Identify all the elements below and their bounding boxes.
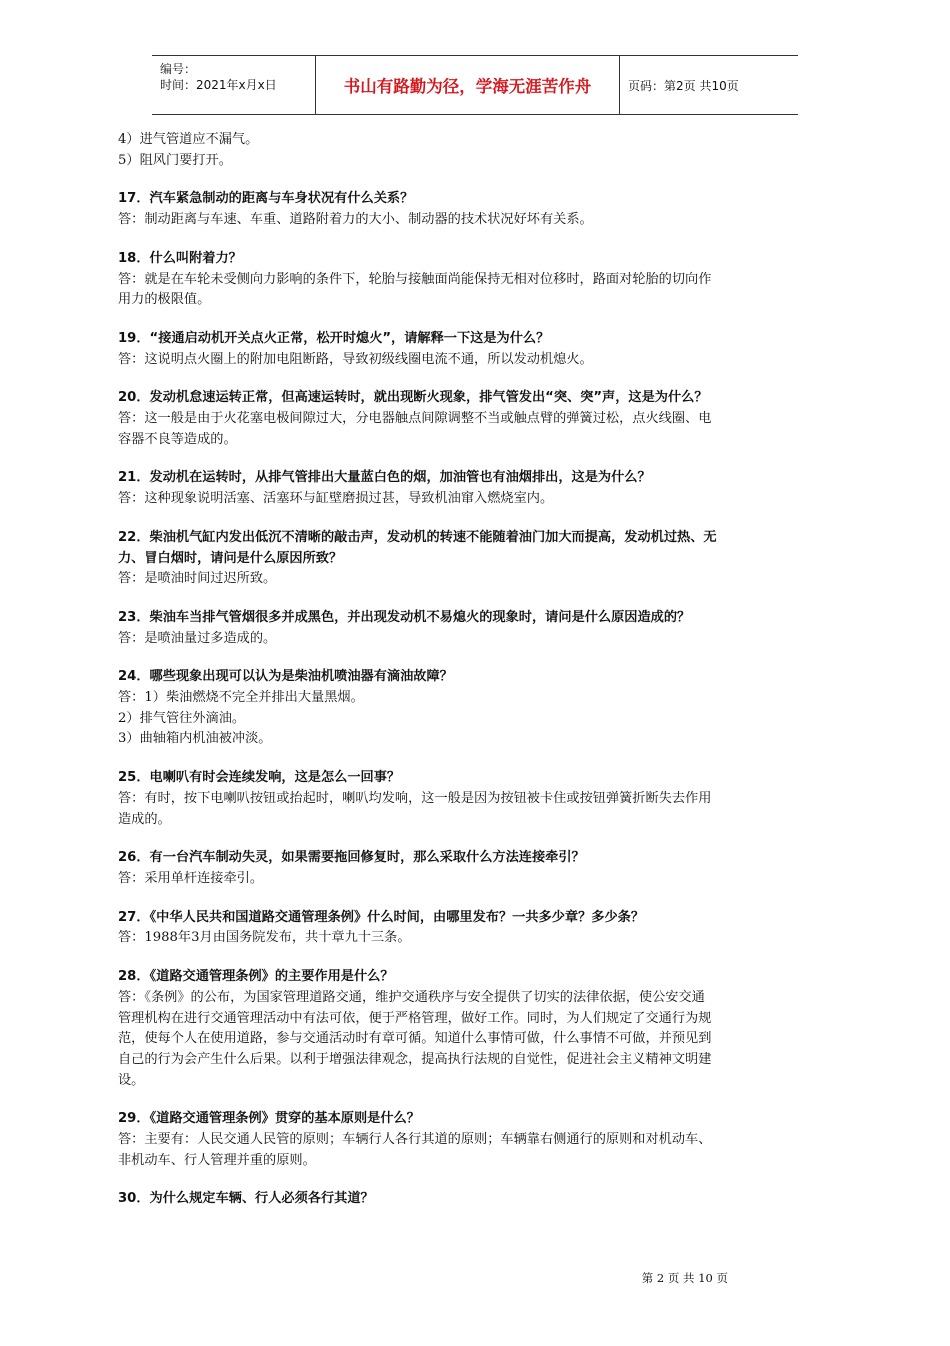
question-heading: 22．柴油机气缸内发出低沉不清晰的敲击声，发动机的转速不能随着油门加大而提高，发动机过热、无 — [118, 529, 717, 545]
question-heading: 24．哪些现象出现可以认为是柴油机喷油器有滴油故障？ — [118, 669, 453, 685]
question-heading: 20．发动机怠速运转正常，但高速运转时，就出现断火现象，排气管发出“突、突”声，这是为什么？ — [118, 390, 708, 406]
intro-line: 4）进气管道应不漏气。 — [118, 132, 259, 147]
intro-line: 5）阻风门要打开。 — [118, 152, 232, 168]
question-heading: 25．电喇叭有时会连续发响，这是怎么一回事？ — [118, 770, 401, 786]
page-info: 页码：第2页 共10页 — [628, 78, 739, 93]
question-heading: 29．《道路交通管理条例》贯穿的基本原则是什么？ — [118, 1111, 420, 1127]
time-label: 时间：2021年x月x日 — [160, 78, 277, 92]
answer-line: 答：这种现象说明活塞、活塞环与缸壁磨损过甚，导致机油窜入燃烧室内。 — [118, 491, 554, 507]
answer-line: 答：1）柴油燃烧不完全并排出大量黑烟。 — [118, 690, 364, 706]
motto: 书山有路勤为径，学海无涯苦作舟 — [343, 77, 592, 96]
question-heading: 23．柴油车当排气管烟很多并成黑色，并出现发动机不易熄火的现象时，请问是什么原因造成的？ — [118, 609, 691, 625]
header-page-cell — [620, 56, 798, 114]
answer-line: 设。 — [118, 1072, 145, 1088]
answer-line: 答：1988年3月由国务院发布，共十章九十三条。 — [118, 930, 411, 946]
document-body — [118, 130, 828, 1210]
question-heading: 28．《道路交通管理条例》的主要作用是什么？ — [118, 969, 394, 985]
answer-line: 答：就是在车轮未受侧向力影响的条件下，轮胎与接触面尚能保持无相对位移时，路面对轮胎的切向作 — [118, 271, 712, 287]
answer-line: 3）曲轴箱内机油被冲淡。 — [118, 731, 272, 747]
answer-line: 答：是喷油量过多造成的。 — [118, 630, 277, 646]
question-heading-continued: 力、冒白烟时，请问是什么原因所致？ — [118, 550, 343, 566]
answer-line: 2）排气管往外滴油。 — [118, 710, 246, 726]
answer-line: 用力的极限值。 — [118, 292, 211, 308]
answer-line: 答：主要有：人民交通人民管的原则；车辆行人各行其道的原则；车辆靠右侧通行的原则和对机动车、 — [118, 1132, 712, 1148]
answer-line: 造成的。 — [118, 811, 171, 827]
answer-line: 管理机构在进行交通管理活动中有法可依，便于严格管理，做好工作。同时，为人们规定了交通行为规 — [118, 1010, 712, 1026]
answer-line: 答：这一般是由于火花塞电极间隙过大，分电器触点间隙调整不当或触点臂的弹簧过松，点火线圈、电 — [118, 411, 712, 427]
answer-line: 答：《条例》的公布，为国家管理道路交通，维护交通秩序与安全提供了切实的法律依据，使公安交通 — [118, 989, 705, 1005]
page-header — [152, 55, 798, 115]
answer-line: 答：制动距离与车速、车重、道路附着力的大小、制动器的技术状况好坏有关系。 — [118, 212, 593, 228]
question-heading: 19．“接通启动机开关点火正常，松开时熄火”，请解释一下这是为什么？ — [118, 330, 550, 346]
header-motto-cell — [315, 56, 620, 114]
question-heading: 21．发动机在运转时，从排气管排出大量蓝白色的烟，加油管也有油烟排出，这是为什么？ — [118, 470, 651, 486]
page-footer — [0, 1267, 950, 1286]
footer-page-number: 第 2 页 共 10 页 — [641, 1271, 728, 1285]
answer-line: 范，使每个人在使用道路，参与交通活动时有章可循。知道什么事情可做，什么事情不可做，并预见到 — [118, 1031, 712, 1047]
question-heading: 27．《中华人民共和国道路交通管理条例》什么时间，由哪里发布？一共多少章？多少条？ — [118, 909, 645, 925]
answer-line: 非机动车、行人管理并重的原则。 — [118, 1152, 316, 1168]
header-meta-cell — [152, 56, 314, 114]
answer-line: 容器不良等造成的。 — [118, 431, 237, 447]
answer-line: 答：采用单杆连接牵引。 — [118, 870, 264, 886]
answer-line: 自己的行为会产生什么后果。以利于增强法律观念，提高执行法规的自觉性，促进社会主义精神文明建 — [118, 1051, 712, 1067]
question-heading: 18．什么叫附着力？ — [118, 250, 242, 266]
code-label: 编号： — [160, 62, 197, 76]
answer-line: 答：有时，按下电喇叭按钮或抬起时，喇叭均发响，这一般是因为按钮被卡住或按钮弹簧折断失去作用 — [118, 790, 712, 806]
answer-line: 答：是喷油时间过迟所致。 — [118, 571, 277, 587]
answer-line: 答：这说明点火圈上的附加电阻断路，导致初级线圈电流不通，所以发动机熄火。 — [118, 351, 593, 367]
question-heading: 30．为什么规定车辆、行人必须各行其道？ — [118, 1191, 374, 1207]
question-heading: 26．有一台汽车制动失灵，如果需要拖回修复时，那么采取什么方法连接牵引？ — [118, 850, 585, 866]
question-heading: 17．汽车紧急制动的距离与车身状况有什么关系？ — [118, 191, 414, 207]
